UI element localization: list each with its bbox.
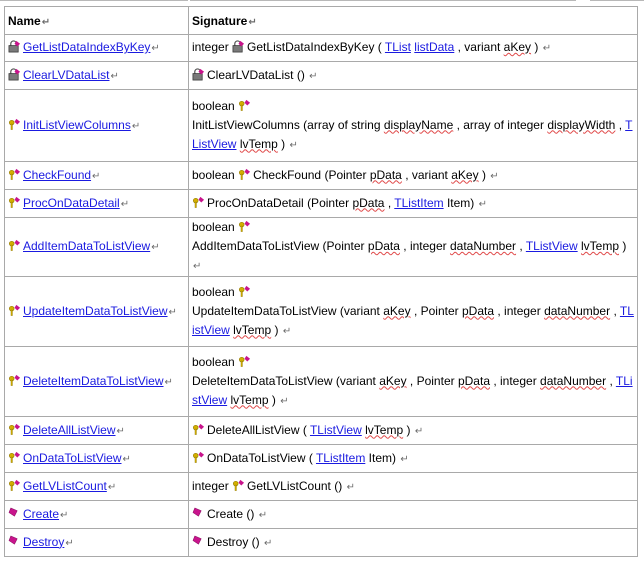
constructor-icon	[192, 535, 205, 548]
method-name-cell	[5, 62, 189, 90]
signature-text: pData	[367, 239, 400, 253]
table-row	[5, 501, 638, 529]
type-link[interactable]: TListView	[192, 373, 633, 407]
signature-text: AddItemDataToListView	[192, 239, 320, 253]
method-name-link[interactable]: GetLVListCount	[23, 478, 107, 493]
key-method-icon	[192, 196, 205, 209]
table-row	[5, 445, 638, 473]
type-link[interactable]: TListView	[192, 117, 633, 151]
signature-cell	[189, 35, 638, 62]
signature-text: )	[281, 136, 286, 151]
paragraph-mark: ↵	[478, 198, 488, 210]
signature-text: )	[481, 167, 486, 182]
signature-text: (Pointer	[322, 239, 365, 253]
key-method-icon	[8, 196, 21, 209]
signature-text: GetLVListCount	[247, 478, 331, 493]
paragraph-mark: ↵	[131, 120, 141, 132]
signature-text: InitListViewColumns	[192, 117, 300, 132]
type-link[interactable]: TListView	[525, 239, 578, 253]
constructor-icon	[8, 535, 21, 548]
key-method-icon	[8, 168, 21, 181]
signature-text: (Pointer	[307, 195, 350, 210]
paragraph-mark: ↵	[122, 453, 131, 465]
table-row	[5, 529, 638, 557]
paragraph-mark: ↵	[151, 43, 160, 54]
type-link[interactable]: TListView	[192, 303, 634, 337]
signature-text: dataNumber	[544, 303, 611, 318]
paragraph-mark: ↵	[280, 395, 289, 407]
lock-method-icon	[232, 40, 245, 53]
method-name-link[interactable]: GetListDataIndexByKey	[23, 40, 151, 54]
key-method-icon	[232, 479, 245, 492]
signature-text: , integer	[493, 373, 537, 388]
signature-text: lvTemp	[230, 392, 269, 407]
signature-text: )	[274, 322, 279, 337]
signature-text: aKey	[383, 303, 411, 318]
signature-text: , Pointer	[409, 373, 455, 388]
method-name-link[interactable]: UpdateItemDataToListView	[23, 303, 168, 318]
signature-text: UpdateItemDataToListView	[192, 303, 337, 318]
signature-text: , variant	[405, 167, 448, 182]
type-link[interactable]: TList	[384, 40, 411, 54]
signature-text: ()	[334, 478, 343, 493]
paragraph-mark: ↵	[120, 198, 130, 210]
signature-text: ,	[387, 195, 392, 210]
method-name-link[interactable]: InitListViewColumns	[23, 117, 131, 132]
signature-text: ClearLVDataList	[207, 67, 294, 82]
signature-text: , variant	[457, 40, 501, 54]
signature-text: lvTemp	[365, 422, 404, 437]
table-row	[5, 162, 638, 190]
constructor-icon	[192, 507, 205, 520]
signature-cell	[189, 347, 638, 417]
signature-text: integer	[192, 478, 229, 493]
method-name-cell	[5, 529, 189, 557]
method-name-cell	[5, 417, 189, 445]
method-name-link[interactable]: AddItemDataToListView	[23, 239, 151, 253]
signature-cell	[189, 501, 638, 529]
signature-text: lvTemp	[239, 136, 278, 151]
paragraph-mark: ↵	[60, 509, 69, 521]
signature-text: (array of string	[303, 117, 381, 132]
lock-method-icon	[8, 40, 21, 53]
signature-text: )	[534, 40, 539, 54]
key-method-icon	[8, 239, 21, 252]
key-method-icon	[8, 451, 21, 464]
paragraph-mark: ↵	[490, 170, 499, 182]
table-row	[5, 473, 638, 501]
table-row	[5, 62, 638, 90]
key-method-icon	[238, 168, 251, 181]
key-method-icon	[192, 423, 205, 436]
paragraph-mark: ↵	[116, 425, 125, 437]
key-method-icon	[8, 423, 21, 436]
method-name-cell	[5, 35, 189, 62]
signature-text: GetListDataIndexByKey	[247, 40, 375, 54]
method-name-link[interactable]: Destroy	[23, 534, 65, 549]
constructor-icon	[8, 507, 21, 520]
paragraph-mark: ↵	[542, 43, 552, 54]
signature-text: DeleteAllListView	[207, 422, 300, 437]
signature-text: ProcOnDataDetail	[207, 195, 304, 210]
paragraph-mark: ↵	[258, 509, 268, 521]
paragraph-mark: ↵	[168, 306, 177, 318]
paragraph-mark: ↵	[92, 170, 101, 182]
signature-text: integer	[192, 40, 229, 54]
signature-text: lvTemp	[233, 322, 272, 337]
method-name-link[interactable]: OnDataToListView	[23, 450, 122, 465]
signature-text: displayWidth	[547, 117, 616, 132]
paragraph-mark: ↵	[282, 325, 292, 337]
paragraph-mark: ↵	[164, 376, 173, 388]
paragraph-mark: ↵	[151, 242, 160, 253]
signature-text: (	[302, 422, 307, 437]
paragraph-mark: ↵	[346, 481, 355, 493]
paragraph-mark: ↵	[289, 139, 298, 151]
table-row	[5, 417, 638, 445]
signature-text: boolean	[192, 167, 235, 182]
name-column-header: Name↵	[5, 7, 189, 35]
lock-method-icon	[8, 68, 21, 81]
method-name-link[interactable]: ClearLVDataList	[23, 67, 110, 82]
signature-text: boolean	[192, 220, 235, 234]
page-top-rule	[0, 0, 644, 2]
signature-text: Create ()	[207, 506, 255, 521]
key-method-icon	[8, 479, 21, 492]
method-table	[4, 6, 638, 557]
signature-text: (Pointer	[324, 167, 367, 182]
paragraph-mark: ↵	[107, 481, 117, 493]
method-name-cell	[5, 501, 189, 529]
type-link[interactable]: TListItem	[394, 195, 444, 210]
signature-text: (variant	[339, 303, 380, 318]
signature-text: )	[406, 422, 411, 437]
signature-cell	[189, 445, 638, 473]
signature-text: boolean	[192, 354, 235, 369]
signature-text: (	[377, 40, 382, 54]
method-name-cell	[5, 218, 189, 277]
paragraph-mark: ↵	[110, 70, 119, 82]
signature-text: , array of integer	[456, 117, 544, 132]
signature-text: pData	[352, 195, 385, 210]
signature-text: CheckFound	[253, 167, 322, 182]
table-row	[5, 347, 638, 417]
method-name-cell	[5, 347, 189, 417]
signature-text: ,	[618, 117, 623, 132]
signature-text: ,	[609, 373, 613, 388]
signature-cell	[189, 162, 638, 190]
method-name-cell	[5, 90, 189, 162]
signature-text: DeleteItemDataToListView	[192, 373, 333, 388]
signature-text: ,	[613, 303, 617, 318]
signature-text: pData	[457, 373, 490, 388]
method-name-cell	[5, 277, 189, 347]
method-name-link[interactable]: Create	[23, 506, 60, 521]
method-name-link[interactable]: DeleteItemDataToListView	[23, 373, 164, 388]
method-name-cell	[5, 162, 189, 190]
lock-method-icon	[192, 68, 205, 81]
table-row	[5, 218, 638, 277]
signature-text: (variant	[335, 373, 376, 388]
signature-text: boolean	[192, 98, 235, 113]
signature-text: , integer	[403, 239, 447, 253]
signature-text: pData	[461, 303, 495, 318]
table-row	[5, 277, 638, 347]
key-method-icon	[238, 220, 251, 233]
signature-text: , Pointer	[413, 303, 459, 318]
signature-text: (	[308, 450, 313, 465]
signature-cell	[189, 90, 638, 162]
key-method-icon	[238, 285, 251, 298]
key-method-icon	[238, 355, 251, 368]
signature-text: aKey	[451, 167, 479, 182]
signature-text: aKey	[379, 373, 407, 388]
method-name-cell	[5, 445, 189, 473]
signature-text: , integer	[497, 303, 541, 318]
method-name-cell	[5, 473, 189, 501]
method-name-cell	[5, 190, 189, 218]
table-row	[5, 35, 638, 62]
paragraph-mark: ↵	[193, 261, 202, 272]
key-method-icon	[8, 374, 21, 387]
signature-cell	[189, 529, 638, 557]
signature-text: ()	[296, 67, 305, 82]
signature-cell	[189, 473, 638, 501]
signature-text: OnDataToListView	[207, 450, 306, 465]
paragraph-mark: ↵	[400, 453, 409, 465]
signature-cell	[189, 218, 638, 277]
signature-text: dataNumber	[449, 239, 517, 253]
signature-text: Item)	[368, 450, 396, 465]
type-link[interactable]: TListItem	[315, 450, 366, 465]
key-method-icon	[8, 118, 21, 131]
signature-text: )	[271, 392, 276, 407]
signature-cell	[189, 417, 638, 445]
paragraph-mark: ↵	[65, 537, 74, 549]
table-row	[5, 190, 638, 218]
table-row	[5, 90, 638, 162]
method-name-link[interactable]: DeleteAllListView	[23, 422, 116, 437]
signature-text: ,	[519, 239, 523, 253]
signature-text: aKey	[503, 40, 532, 54]
signature-cell	[189, 190, 638, 218]
signature-text: dataNumber	[540, 373, 607, 388]
signature-text: Item)	[446, 195, 475, 210]
signature-text: pData	[369, 167, 402, 182]
key-method-icon	[8, 304, 21, 317]
paragraph-mark: ↵	[414, 425, 424, 437]
signature-column-header: Signature↵	[189, 7, 638, 35]
paragraph-mark: ↵	[264, 537, 273, 549]
key-method-icon	[238, 99, 251, 112]
signature-text: lvTemp	[580, 239, 619, 253]
paragraph-mark: ↵	[309, 70, 318, 82]
signature-text: displayName	[383, 117, 454, 132]
signature-cell	[189, 277, 638, 347]
signature-text: Destroy ()	[207, 534, 260, 549]
signature-text: boolean	[192, 284, 235, 299]
key-method-icon	[192, 451, 205, 464]
method-name-link[interactable]: CheckFound	[23, 167, 92, 182]
method-name-link[interactable]: ProcOnDataDetail	[23, 195, 120, 210]
header-row	[5, 7, 638, 35]
type-link[interactable]: listData	[414, 40, 455, 54]
signature-cell	[189, 62, 638, 90]
signature-text: )	[622, 239, 627, 253]
type-link[interactable]: TListView	[309, 422, 362, 437]
